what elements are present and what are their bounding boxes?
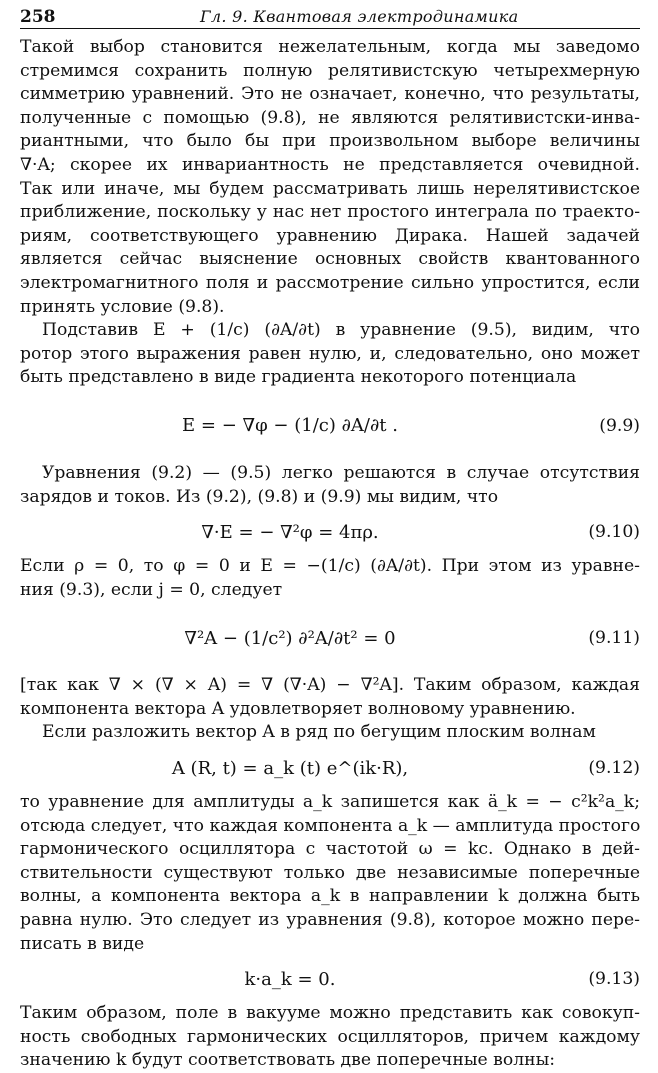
- text-line: является сейчас выяснение основных свойств квантованного: [20, 249, 640, 270]
- text-line: ротор этого выражения равен нулю, и, следовательно, оно может: [20, 343, 640, 364]
- text-line: Таким образом, поле в вакууме можно представить как совокуп-: [20, 1003, 640, 1024]
- text-line: то уравнение для амплитуды a_k запишется как ä_k = − c²k²a_k;: [20, 792, 640, 813]
- equation-number: (9.10): [588, 522, 640, 543]
- text-line: риантными, что было бы при произвольном выборе величины: [20, 131, 640, 152]
- text-line: Так или иначе, мы будем рассматривать лишь нерелятивистское: [20, 178, 640, 199]
- text-line: компонента вектора A удовлетворяет волновому уравнению.: [20, 698, 576, 719]
- text-line: ния (9.3), если j = 0, следует: [20, 579, 283, 600]
- text-line: стремимся сохранить полную релятивистскую четырехмерную: [20, 60, 640, 81]
- text-line: значению k будут соответствовать две поперечные волны:: [20, 1050, 556, 1071]
- text-line: риям, соответствующего уравнению Дирака. Нашей задачей: [20, 225, 640, 246]
- equation-9-11: [20, 610, 640, 666]
- paragraph-4: [20, 555, 640, 602]
- text-line: быть представлено в виде градиента некоторого потенциала: [20, 367, 577, 388]
- page-header: [20, 4, 640, 29]
- text-line: волны, а компонента вектора a_k в направлении k должна быть: [20, 886, 640, 907]
- equation-9-12: [20, 751, 640, 785]
- paragraph-5: [20, 674, 640, 721]
- equation-body: k·a_k = 0.: [244, 968, 336, 990]
- text-line: Уравнения (9.2) — (9.5) легко решаются в случае отсутствия: [42, 462, 640, 483]
- text-line: приближение, поскольку у нас нет простого интеграла по траекто-: [20, 202, 640, 223]
- text-line: полученные с помощью (9.8), не являются релятивистски-инва-: [20, 107, 640, 128]
- paragraph-1: [20, 36, 640, 319]
- equation-number: (9.11): [588, 628, 640, 649]
- text-line: симметрию уравнений. Это не означает, конечно, что результаты,: [20, 84, 640, 105]
- page-body: [20, 36, 640, 1073]
- paragraph-2: [20, 319, 640, 390]
- text-line: гармонического осциллятора с частотой ω = kc. Однако в дей-: [20, 839, 640, 860]
- text-line: ∇·A; скорее их инвариантность не представляется очевидной.: [20, 154, 640, 175]
- text-line: Подставив E + (1/c) (∂A/∂t) в уравнение (9.5), видим, что: [42, 320, 640, 341]
- text-line: [так как ∇ × (∇ × A) = ∇ (∇·A) − ∇²A]. Таким образом, каждая: [20, 675, 640, 696]
- equation-9-9: [20, 398, 640, 454]
- page-number: 258: [20, 7, 56, 27]
- equation-9-13: [20, 962, 640, 996]
- equation-body: ∇²A − (1/c²) ∂²A/∂t² = 0: [184, 627, 396, 649]
- equation-body: E = − ∇φ − (1/c) ∂A/∂t .: [182, 415, 398, 437]
- equation-number: (9.9): [599, 415, 640, 436]
- text-line: отсюда следует, что каждая компонента a_k — амплитуда простого: [20, 815, 640, 836]
- paragraph-7: [20, 791, 640, 956]
- text-line: Такой выбор становится нежелательным, когда мы заведомо: [20, 37, 640, 57]
- text-line: электромагнитного поля и рассмотрение сильно упростится, если: [20, 272, 640, 293]
- text-line: ность свободных гармонических осцилляторов, причем каждому: [20, 1026, 640, 1047]
- paragraph-6: [20, 721, 640, 745]
- text-line: писать в виде: [20, 933, 145, 954]
- equation-9-10: [20, 515, 640, 549]
- paragraph-3: [20, 462, 640, 509]
- text-line: принять условие (9.8).: [20, 296, 225, 317]
- text-line: зарядов и токов. Из (9.2), (9.8) и (9.9) мы видим, что: [20, 486, 499, 507]
- paragraph-8: [20, 1002, 640, 1073]
- running-title: Гл. 9. Квантовая электродинамика: [200, 7, 519, 26]
- equation-body: A (R, t) = a_k (t) e^(ik·R),: [171, 757, 409, 779]
- text-line: равна нулю. Это следует из уравнения (9.8), которое можно пере-: [20, 910, 640, 931]
- text-line: ствительности существуют только две независимые поперечные: [20, 862, 640, 883]
- text-line: Если ρ = 0, то φ = 0 и E = −(1/c) (∂A/∂t). При этом из уравне-: [20, 556, 640, 577]
- text-line: Если разложить вектор A в ряд по бегущим плоским волнам: [42, 722, 596, 743]
- equation-number: (9.12): [588, 758, 640, 779]
- equation-body: ∇·E = − ∇²φ = 4πρ.: [201, 521, 379, 543]
- equation-number: (9.13): [588, 969, 640, 990]
